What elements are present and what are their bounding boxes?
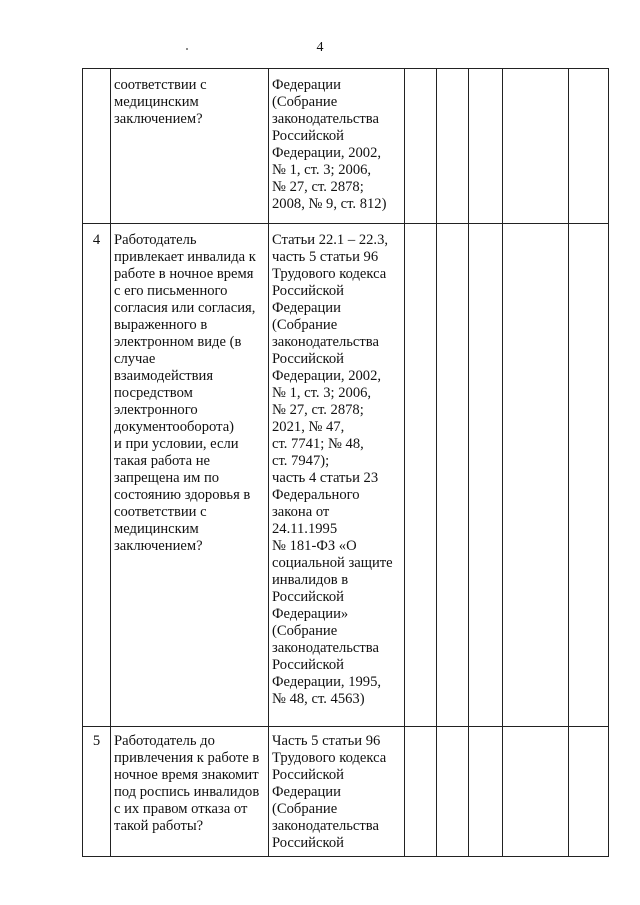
answer-not-applicable-cell [469,69,503,224]
extra-cell [569,224,609,727]
answer-not-applicable-cell [469,727,503,857]
legal-reference: Часть 5 статьи 96 Трудового кодекса Российской Федерации (Собрание законодательства Российской [269,727,405,857]
notes-cell [503,727,569,857]
row-number [83,69,111,224]
table-row [83,727,609,857]
requirement-question: Работодатель привлекает инвалида к работе в ночное время с его письменного согласия или согласия, выраженного в электронном виде (в случае взаимодействия посредством электронного документооборота) и при условии, если такая работа не запрещена им по состоянию здоровья в соответствии с медицинским заключением? [111,224,269,727]
row-number: 5 [83,727,111,857]
answer-no-cell [437,727,469,857]
extra-cell [569,727,609,857]
row-number: 4 [83,224,111,727]
answer-not-applicable-cell [469,224,503,727]
requirement-question: Работодатель до привлечения к работе в ночное время знакомит под роспись инвалидов с их правом отказа от такой работы? [111,727,269,857]
table-row [83,69,609,224]
answer-yes-cell [405,727,437,857]
scan-speck [186,48,188,50]
page-number: 4 [316,40,324,55]
legal-reference: Статьи 22.1 – 22.3, часть 5 статьи 96 Трудового кодекса Российской Федерации (Собрание законодательства Российской Федерации, 2002, № 1, ст. 3; 2006, № 27, ст. 2878; 2021, № 47, ст. 7741; № 48, ст. 7947); часть 4 статьи 23 Федерального закона от 24.11.1995 № 181-ФЗ «О социальной защите инвалидов в Российской Федерации» (Собрание законодательства Российской Федерации, 1995, № 48, ст. 4563) [269,224,405,727]
checklist-table [82,68,609,857]
answer-no-cell [437,224,469,727]
extra-cell [569,69,609,224]
table-row [83,224,609,727]
answer-yes-cell [405,224,437,727]
notes-cell [503,224,569,727]
answer-yes-cell [405,69,437,224]
requirement-question: соответствии с медицинским заключением? [111,69,269,224]
legal-reference: Федерации (Собрание законодательства Российской Федерации, 2002, № 1, ст. 3; 2006, № 27, ст. 2878; 2008, № 9, ст. 812) [269,69,405,224]
notes-cell [503,69,569,224]
answer-no-cell [437,69,469,224]
